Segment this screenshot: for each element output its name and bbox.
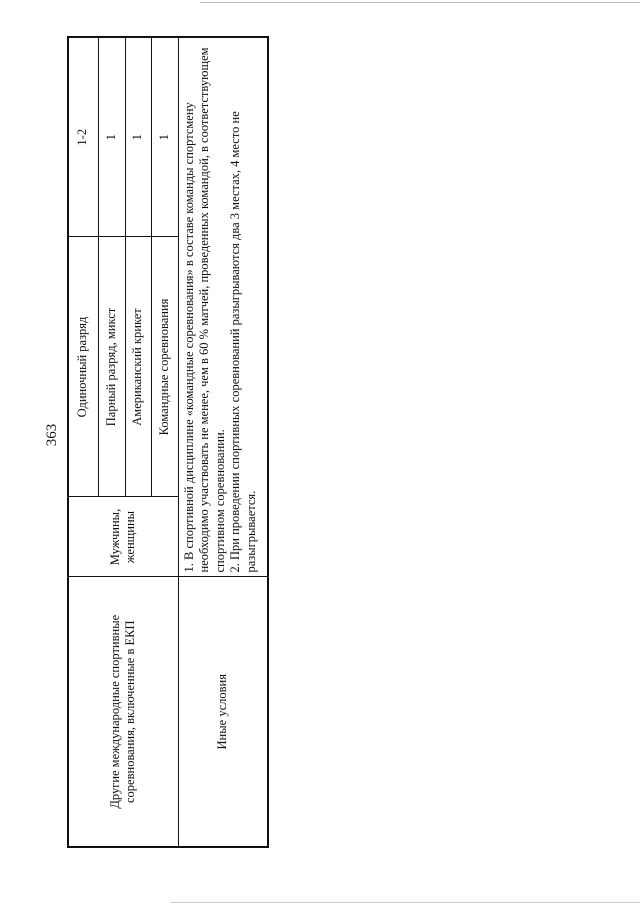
place-value-cell: 1 — [125, 37, 151, 237]
page-number: 363 — [44, 423, 60, 447]
place-value-cell: 1-2 — [68, 37, 98, 237]
other-conditions-label: Иные условия — [178, 577, 268, 847]
place-value-cell: 1 — [151, 37, 178, 237]
discipline-name-cell: Командные соревнования — [151, 237, 178, 497]
rotated-content — [44, 38, 297, 848]
gender-cell: Мужчины, женщины — [68, 497, 178, 577]
competition-type-cell: Другие международные спортивные соревнования, включенные в ЕКП — [68, 577, 178, 847]
rotated-page — [44, 38, 297, 848]
discipline-name-cell: Одиночный разряд — [68, 237, 98, 497]
table-row — [178, 37, 268, 847]
scan-bottom-rule — [170, 902, 640, 903]
condition-item: 2. При проведении спортивных соревнований разыгрываются два 3 местах, 4 место не разыгрывается. — [228, 111, 258, 573]
table-row — [68, 37, 98, 847]
discipline-name-cell: Американский крикет — [125, 237, 151, 497]
place-value-cell: 1 — [98, 37, 125, 237]
other-conditions-text — [178, 37, 268, 577]
requirements-table — [67, 36, 269, 848]
condition-item: 1. В спортивной дисциплине «командные соревнования» в составе команды спортсмену необходимо участвовать не менее, чем в 60 % матчей, проведенных командой, в соответствующем спортивном соревновании. — [181, 47, 227, 573]
discipline-name-cell: Парный разряд, микст — [98, 237, 125, 497]
scan-top-rule — [200, 2, 640, 3]
